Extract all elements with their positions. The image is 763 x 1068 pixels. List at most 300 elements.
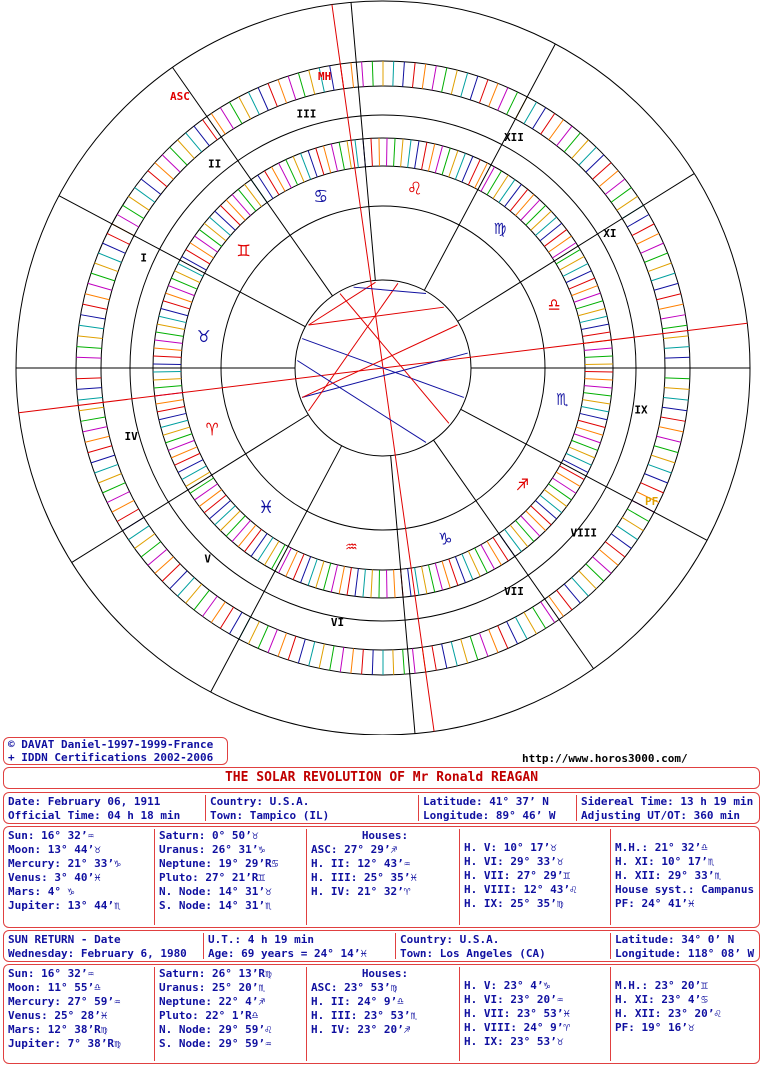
house-label: XII — [504, 131, 524, 145]
degree-tick — [135, 188, 155, 203]
inner-degree-tick — [455, 557, 465, 583]
degree-tick — [532, 607, 545, 628]
degree-tick — [661, 417, 686, 421]
house-row: H. VIII: 12° 43’♌ — [464, 883, 577, 896]
copyright-line-2: + IDDN Certifications 2002-2006 — [8, 751, 214, 764]
inner-degree-tick — [190, 478, 213, 493]
inner-degree-tick — [232, 520, 250, 541]
degree-tick — [648, 464, 671, 473]
inner-degree-tick — [166, 434, 192, 443]
inner-degree-tick — [583, 400, 611, 404]
return-ut: U.T.: 4 h 19 min — [208, 933, 314, 946]
degree-tick — [664, 388, 689, 390]
house-row: H. IV: 23° 20’♐ — [311, 1023, 411, 1036]
inner-degree-tick — [153, 379, 181, 380]
degree-tick — [77, 347, 102, 349]
degree-tick — [112, 500, 134, 512]
planet-row: Sun: 16° 32’♒ — [8, 829, 95, 842]
inner-degree-tick — [209, 501, 230, 519]
degree-tick — [79, 325, 104, 328]
planet-row: Mercury: 21° 33’♑ — [8, 857, 121, 870]
inner-degree-tick — [540, 495, 562, 513]
degree-tick — [155, 163, 174, 180]
degree-tick — [141, 179, 161, 194]
degree-tick — [572, 140, 589, 159]
house-row: H. XI: 10° 17’♏ — [615, 855, 715, 868]
inner-degree-tick — [163, 301, 190, 309]
degree-tick — [103, 483, 126, 493]
zodiac-glyph: ♐ — [516, 471, 529, 496]
degree-tick — [178, 140, 195, 159]
degree-tick — [135, 534, 155, 549]
degree-tick — [309, 642, 315, 666]
inner-degree-tick — [363, 569, 365, 597]
inner-degree-tick — [186, 472, 210, 486]
inner-degree-tick — [258, 537, 273, 560]
degree-tick — [593, 557, 612, 574]
house-row: H. XII: 29° 33’♏ — [615, 869, 721, 882]
inner-degree-tick — [442, 148, 450, 175]
degree-tick — [403, 649, 405, 674]
natal-houses-col-3 — [615, 841, 754, 911]
inner-degree-tick — [401, 139, 403, 167]
zodiac-glyph: ♑ — [439, 525, 452, 550]
return-houses-col-3 — [615, 979, 721, 1035]
degree-tick — [155, 557, 174, 574]
degree-tick — [248, 621, 259, 643]
degree-tick — [498, 626, 508, 649]
site-url[interactable]: http://www.horos3000.com/ — [522, 752, 688, 765]
planet-row: N. Node: 14° 31’♉ — [159, 885, 272, 898]
house-row: M.H.: 21° 32’♎ — [615, 841, 708, 854]
inner-degree-tick — [161, 308, 188, 315]
inner-degree-tick — [199, 230, 221, 247]
degree-tick — [524, 612, 537, 634]
degree-tick — [211, 113, 225, 134]
inner-degree-tick — [521, 516, 540, 536]
degree-tick — [103, 243, 126, 253]
inner-degree-tick — [394, 138, 395, 166]
house-row: H. VII: 23° 53’♓ — [464, 1007, 570, 1020]
degree-tick — [524, 102, 537, 124]
planet-row: N. Node: 29° 59’♌ — [159, 1023, 272, 1036]
degree-tick — [659, 304, 683, 309]
degree-tick — [641, 483, 664, 493]
planet-row: Venus: 25° 28’♓ — [8, 1009, 108, 1022]
house-label: VI — [330, 616, 345, 630]
inner-degree-tick — [435, 146, 442, 173]
inner-degree-tick — [199, 490, 221, 507]
degree-tick — [362, 62, 364, 87]
inner-degree-tick — [371, 570, 372, 598]
return-planets-col-2 — [159, 967, 272, 1051]
degree-tick — [611, 534, 631, 549]
house-label: II — [207, 157, 222, 171]
inner-degree-tick — [487, 541, 501, 565]
degree-tick — [76, 378, 101, 379]
inner-degree-tick — [526, 511, 546, 531]
degree-tick — [162, 155, 180, 172]
degree-tick — [278, 80, 287, 103]
zodiac-glyph: ♊ — [237, 237, 250, 262]
inner-degree-tick — [347, 568, 351, 596]
degree-tick — [128, 196, 149, 210]
inner-degree-tick — [415, 141, 419, 169]
degree-tick — [541, 602, 555, 623]
inner-degree-tick — [155, 340, 183, 343]
inner-degree-tick — [186, 250, 210, 264]
degree-tick — [107, 233, 129, 244]
degree-tick — [278, 633, 287, 656]
degree-tick — [288, 76, 296, 100]
inner-degree-tick — [505, 529, 522, 551]
inner-degree-tick — [531, 211, 551, 230]
degree-tick — [76, 357, 101, 358]
inner-degree-tick — [585, 379, 613, 380]
degree-tick — [579, 571, 596, 589]
house-label: XI — [603, 227, 617, 240]
inner-degree-tick — [238, 189, 256, 211]
inner-degree-tick — [355, 568, 358, 596]
inner-degree-tick — [163, 427, 190, 435]
inner-degree-tick — [195, 236, 218, 252]
degree-tick — [351, 648, 354, 673]
inner-degree-tick — [422, 566, 427, 593]
degree-tick — [85, 436, 109, 442]
house-label: VII — [504, 584, 524, 598]
degree-tick — [230, 102, 243, 124]
degree-tick — [393, 650, 394, 675]
degree-tick — [85, 294, 109, 300]
degree-tick — [557, 590, 572, 610]
degree-tick — [186, 584, 202, 603]
house-row: H. V: 23° 4’♑ — [464, 979, 551, 992]
degree-tick — [654, 283, 678, 290]
inner-degree-tick — [204, 223, 226, 241]
inner-degree-tick — [556, 250, 580, 264]
zodiac-glyph: ♏ — [556, 386, 569, 411]
inner-degree-tick — [265, 171, 279, 195]
degree-tick — [662, 407, 687, 410]
inner-degree-tick — [552, 243, 575, 258]
inner-degree-tick — [251, 533, 267, 556]
inner-degree-tick — [521, 200, 540, 220]
birth-longitude: Longitude: 89° 46’ W — [423, 809, 556, 822]
degree-tick — [549, 596, 564, 616]
natal-data-box — [3, 826, 760, 928]
degree-tick — [479, 633, 488, 656]
zodiac-glyph: ♌ — [408, 175, 421, 200]
degree-tick — [330, 646, 334, 671]
axis-label: ASC — [170, 90, 190, 103]
aspect-line — [302, 339, 464, 398]
house-cusp-4 — [172, 67, 332, 296]
zodiac-glyph: ♉ — [197, 322, 210, 347]
degree-tick — [203, 596, 218, 616]
inner-degree-tick — [493, 537, 508, 560]
inner-degree-tick — [576, 301, 603, 309]
degree-tick — [489, 83, 498, 106]
degree-tick — [659, 427, 683, 432]
degree-tick — [507, 621, 518, 643]
degree-tick — [532, 108, 545, 129]
inner-degree-tick — [580, 413, 607, 419]
inner-degree-tick — [215, 506, 235, 525]
degree-tick — [515, 617, 527, 639]
inner-degree-tick — [408, 140, 411, 168]
degree-tick — [372, 61, 373, 86]
degree-tick — [599, 549, 618, 565]
return-houses-col-2 — [464, 979, 570, 1049]
degree-tick — [298, 73, 305, 97]
zodiac-glyph: ♍ — [493, 215, 507, 240]
house-row: H. V: 10° 17’♉ — [464, 841, 557, 854]
return-date: Wednesday: February 6, 1980 — [8, 947, 187, 960]
zodiac-glyph: ♈ — [205, 416, 218, 441]
degree-tick — [230, 612, 243, 634]
inner-degree-tick — [355, 140, 358, 168]
degree-tick — [541, 113, 555, 134]
inner-degree-tick — [339, 142, 344, 169]
degree-tick — [627, 509, 649, 522]
planet-row: Moon: 13° 44’♉ — [8, 843, 101, 856]
degree-tick — [489, 629, 498, 652]
degree-tick — [403, 62, 405, 87]
house-label: IV — [124, 430, 138, 444]
zodiac-glyph: ♎ — [548, 292, 561, 317]
inner-degree-tick — [493, 175, 508, 198]
degree-tick — [258, 626, 268, 649]
inner-degree-tick — [583, 332, 611, 336]
inner-degree-tick — [585, 356, 613, 357]
degree-tick — [651, 273, 675, 281]
inner-degree-tick — [526, 205, 546, 225]
degree-tick — [479, 80, 488, 103]
inner-degree-tick — [516, 194, 534, 215]
inner-degree-tick — [540, 223, 562, 241]
degree-tick — [654, 446, 678, 453]
degree-tick — [288, 636, 296, 660]
house-label: V — [204, 552, 212, 566]
inner-degree-tick — [331, 144, 337, 171]
degree-tick — [162, 564, 180, 581]
degree-tick — [470, 636, 478, 660]
inner-degree-tick — [204, 495, 226, 513]
degree-tick — [248, 92, 259, 114]
degree-tick — [88, 446, 112, 453]
house-row: H. III: 25° 35’♓ — [311, 871, 417, 884]
degree-tick — [194, 126, 209, 146]
sidereal-time: Sidereal Time: 13 h 19 min — [581, 795, 754, 808]
inner-degree-tick — [316, 561, 324, 588]
inner-degree-tick — [308, 559, 317, 585]
degree-tick — [622, 517, 643, 530]
copyright-box — [3, 737, 228, 765]
inner-degree-tick — [428, 144, 434, 171]
degree-tick — [663, 336, 688, 339]
degree-tick — [239, 97, 251, 119]
degree-tick — [644, 253, 667, 262]
natal-planets-col-1 — [8, 829, 121, 913]
degree-tick — [605, 542, 625, 557]
degree-tick — [599, 171, 618, 187]
degree-tick — [657, 436, 681, 442]
degree-tick — [309, 70, 315, 94]
degree-tick — [91, 273, 115, 281]
inner-degree-tick — [271, 167, 285, 191]
inner-degree-tick — [220, 205, 240, 225]
degree-tick — [412, 63, 415, 88]
return-country: Country: U.S.A. — [400, 933, 500, 946]
inner-degree-tick — [215, 211, 235, 230]
degree-tick — [268, 629, 277, 652]
inner-degree-tick — [308, 151, 317, 177]
degree-tick — [648, 263, 671, 272]
inner-degree-tick — [226, 516, 245, 536]
return-planets-col-1 — [8, 967, 121, 1051]
inner-degree-tick — [220, 511, 240, 531]
degree-tick — [593, 163, 612, 180]
house-row: H. II: 24° 9’♎ — [311, 995, 404, 1008]
degree-tick — [564, 584, 580, 603]
inner-degree-tick — [301, 153, 311, 179]
inner-degree-tick — [156, 400, 184, 404]
degree-tick — [78, 397, 103, 400]
inner-degree-tick — [168, 440, 194, 450]
house-cusp-9 — [391, 456, 415, 734]
house-row: M.H.: 23° 20’♊ — [615, 979, 708, 992]
inner-degree-tick — [531, 506, 551, 525]
inner-degree-tick — [154, 348, 182, 350]
degree-tick — [95, 464, 118, 473]
house-row: H. IX: 25° 35’♍ — [464, 897, 564, 910]
birth-latitude: Latitude: 41° 37’ N — [423, 795, 549, 808]
degree-tick — [178, 578, 195, 597]
planet-row: S. Node: 14° 31’♏ — [159, 899, 272, 912]
degree-tick — [507, 92, 518, 114]
inner-degree-tick — [449, 559, 458, 585]
degree-tick — [362, 649, 364, 674]
inner-degree-tick — [560, 256, 584, 270]
planet-row: Venus: 3° 40’♓ — [8, 871, 101, 884]
inner-degree-tick — [209, 217, 230, 235]
degree-tick — [549, 120, 564, 140]
inner-degree-tick — [544, 230, 566, 247]
planet-row: Jupiter: 7° 38’R♍ — [8, 1037, 121, 1050]
planet-row: Moon: 11° 55’♎ — [8, 981, 101, 994]
return-label: SUN RETURN - Date — [8, 933, 121, 946]
inner-degree-tick — [339, 566, 344, 593]
inner-degree-tick — [415, 568, 419, 596]
planet-row: Sun: 16° 32’♒ — [8, 967, 95, 980]
inner-degree-tick — [265, 541, 279, 565]
house-row: H. VI: 29° 33’♉ — [464, 855, 564, 868]
house-label: III — [296, 107, 317, 121]
planet-row: Pluto: 27° 21’R♊ — [159, 871, 265, 884]
inner-degree-tick — [195, 484, 218, 500]
return-latitude: Latitude: 34° 0’ N — [615, 933, 735, 946]
inner-degree-tick — [323, 146, 330, 173]
birth-country: Country: U.S.A. — [210, 795, 310, 808]
inner-degree-tick — [572, 440, 598, 450]
house-row: H. XII: 23° 20’♌ — [615, 1007, 721, 1020]
inner-degree-tick — [455, 153, 465, 179]
planet-row: Jupiter: 13° 44’♏ — [8, 899, 121, 912]
inner-degree-tick — [584, 386, 612, 388]
inner-degree-tick — [232, 194, 250, 215]
degree-tick — [78, 336, 103, 339]
inner-degree-tick — [182, 466, 206, 480]
planet-row: Saturn: 0° 50’♉ — [159, 829, 259, 842]
house-row: H. III: 23° 53’♏ — [311, 1009, 417, 1022]
degree-tick — [461, 73, 468, 97]
degree-tick — [665, 357, 690, 358]
degree-tick — [148, 171, 167, 187]
degree-tick — [572, 578, 589, 597]
inner-degree-tick — [581, 324, 608, 329]
axis-label: MH — [318, 70, 332, 83]
house-row: ASC: 27° 29’♐ — [311, 843, 398, 856]
axis-label: PF — [645, 495, 659, 508]
degree-tick — [81, 315, 106, 319]
degree-tick — [351, 63, 354, 88]
house-row: H. XI: 23° 4’♋ — [615, 993, 708, 1006]
degree-tick — [98, 253, 121, 262]
degree-tick — [422, 64, 425, 89]
house-label: IX — [634, 403, 648, 417]
degree-tick — [268, 83, 277, 106]
degree-tick — [557, 126, 572, 146]
inner-degree-tick — [226, 200, 245, 220]
inner-degree-tick — [552, 478, 575, 493]
aspect-line — [309, 282, 376, 325]
degree-tick — [627, 215, 649, 228]
inner-degree-tick — [323, 563, 330, 590]
degree-tick — [611, 188, 631, 203]
house-row: PF: 19° 16’♉ — [615, 1021, 695, 1034]
degree-tick — [220, 607, 233, 628]
inner-degree-tick — [578, 308, 605, 315]
zodiac-glyph: ♒ — [345, 533, 358, 558]
inner-degree-tick — [516, 520, 534, 541]
inner-degree-tick — [574, 434, 600, 443]
inner-degree-tick — [371, 138, 372, 166]
inner-degree-tick — [394, 570, 395, 598]
degree-tick — [107, 492, 129, 503]
inner-degree-tick — [422, 142, 427, 169]
degree-tick — [605, 179, 625, 194]
degree-tick — [77, 388, 102, 390]
inner-degree-tick — [581, 407, 608, 412]
degree-tick — [393, 61, 394, 86]
planet-row: Neptune: 22° 4’♐ — [159, 995, 265, 1008]
inner-degree-tick — [168, 286, 194, 296]
inner-degree-tick — [481, 545, 495, 569]
degree-tick — [442, 644, 447, 668]
inner-degree-tick — [535, 217, 556, 235]
natal-houses-col-1 — [311, 829, 459, 899]
degree-tick — [117, 215, 139, 228]
degree-tick — [170, 147, 187, 165]
house-cusp-3 — [351, 2, 375, 280]
degree-tick — [170, 571, 187, 589]
house-row: H. VIII: 24° 9’♈ — [464, 1021, 570, 1034]
zodiac-glyph: ♋ — [314, 183, 327, 208]
degree-tick — [98, 474, 121, 483]
natal-houses-col-2 — [464, 841, 577, 911]
birth-info-box — [3, 792, 760, 824]
planet-row: Saturn: 26° 13’R♍ — [159, 967, 272, 980]
